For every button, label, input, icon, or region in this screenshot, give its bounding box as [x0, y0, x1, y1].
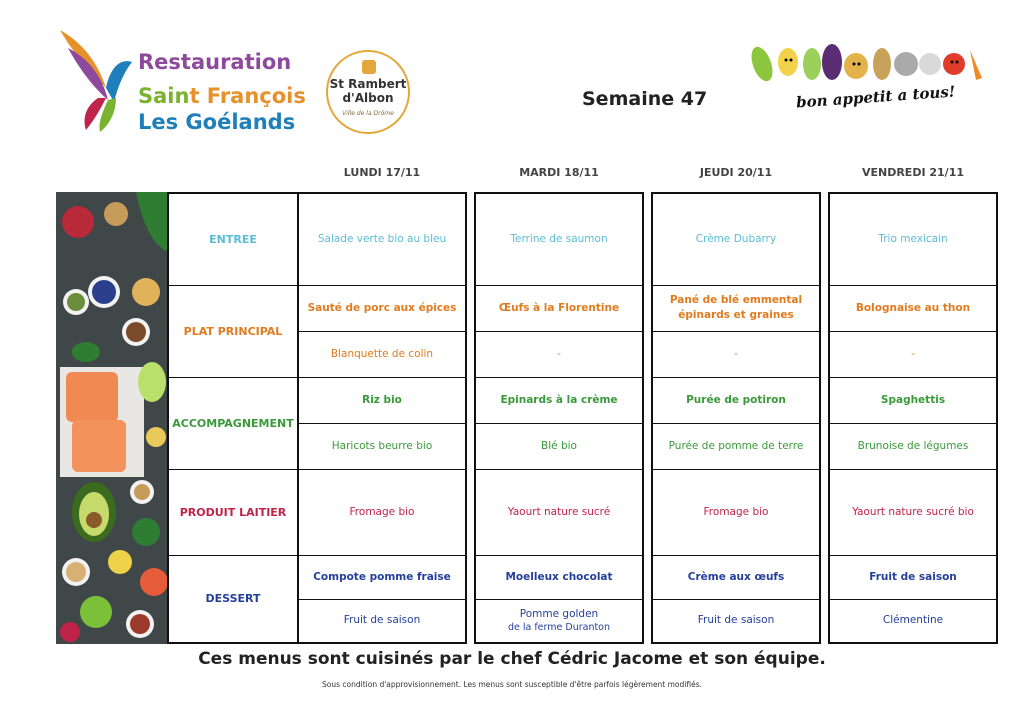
menu-plat-2: - — [557, 347, 561, 360]
day-header-tuesday: MARDI 18/11 — [519, 166, 599, 179]
menu-accompagnement-1: Purée de potiron — [686, 393, 786, 406]
menu-dessert-2: Fruit de saison — [343, 614, 421, 626]
menu-dessert-1: Crème aux œufs — [687, 570, 785, 583]
day-header-thursday: JEUDI 20/11 — [699, 166, 773, 179]
menu-dessert-2: Fruit de saison — [697, 614, 775, 626]
menu-plat-2: - — [734, 347, 738, 360]
day-column-monday — [297, 192, 467, 644]
day-column-friday — [828, 192, 998, 644]
menu-plat-2: - — [911, 347, 915, 360]
menu-dessert-1: Fruit de saison — [869, 570, 957, 583]
logo-text-saint-francois: Saint François — [138, 84, 306, 108]
menu-dessert-1: Compote pomme fraise — [313, 570, 451, 583]
menu-plat-1: Œufs à la Florentine — [498, 301, 620, 314]
menu-entree: Crème Dubarry — [695, 233, 777, 245]
menu-dessert-2: Clémentine — [882, 614, 944, 626]
seal-town-line1: St Rambert — [329, 77, 407, 91]
day-column-thursday — [651, 192, 821, 644]
greeting-text: bon appetit a tous! — [795, 82, 956, 112]
menu-accompagnement-2: Brunoise de légumes — [857, 439, 969, 452]
day-header-friday: VENDREDI 21/11 — [861, 166, 965, 179]
menu-produit-laitier: Fromage bio — [703, 505, 769, 518]
menu-produit-laitier: Yaourt nature sucré — [507, 505, 611, 518]
menu-dessert-2-main: Pomme golden — [519, 607, 599, 620]
logo-text-restauration: Restauration — [138, 50, 292, 74]
category-dessert: DESSERT — [205, 592, 261, 605]
day-column-tuesday — [474, 192, 644, 644]
menu-dessert-1: Moelleux chocolat — [505, 570, 613, 583]
category-entree: ENTREE — [209, 233, 257, 246]
menu-accompagnement-1: Spaghettis — [880, 393, 946, 406]
week-title: Semaine 47 — [582, 88, 708, 110]
footer-disclaimer: Sous condition d'approvisionnement. Les menus sont susceptible d'être parfois légèrement modifiés. — [322, 680, 702, 689]
food-photo — [56, 192, 168, 644]
seal-subtitle: Ville de la Drôme — [342, 110, 394, 117]
menu-accompagnement-2: Haricots beurre bio — [331, 439, 433, 452]
menu-plat-1: Pané de blé emmental épinards et graines — [669, 294, 803, 321]
footer-chef-note: Ces menus sont cuisinés par le chef Cédric Jacome et son équipe. — [198, 649, 826, 669]
category-accompagnement: ACCOMPAGNEMENT — [172, 416, 294, 430]
town-seal — [326, 50, 410, 134]
logo-text-les-goelands: Les Goélands — [138, 110, 296, 134]
menu-plat-2: Blanquette de colin — [330, 347, 434, 360]
category-produit-laitier: PRODUIT LAITIER — [179, 505, 287, 519]
menu-accompagnement-1: Epinards à la crème — [500, 393, 618, 406]
menu-produit-laitier: Fromage bio — [349, 505, 415, 518]
menu-plat-1: Sauté de porc aux épices — [307, 301, 457, 314]
menu-accompagnement-1: Riz bio — [362, 393, 402, 406]
restaurant-logo-bird — [58, 28, 134, 134]
menu-entree: Salade verte bio au bleu — [317, 233, 447, 245]
menu-accompagnement-2: Purée de pomme de terre — [668, 439, 804, 452]
menu-produit-laitier: Yaourt nature sucré bio — [852, 505, 974, 518]
menu-dessert-2 — [476, 599, 642, 642]
day-header-monday: LUNDI 17/11 — [343, 166, 421, 179]
menu-plat-1: Bolognaise au thon — [855, 301, 971, 314]
seal-town-line2: d'Albon — [342, 91, 394, 105]
menu-entree: Trio mexicain — [878, 233, 948, 245]
category-plat-principal: PLAT PRINCIPAL — [183, 324, 283, 338]
crest-icon — [362, 60, 376, 74]
menu-dessert-2-sub: de la ferme Duranton — [507, 621, 611, 633]
menu-entree: Terrine de saumon — [510, 233, 608, 245]
category-column — [167, 192, 299, 644]
menu-accompagnement-2: Blé bio — [541, 439, 577, 452]
